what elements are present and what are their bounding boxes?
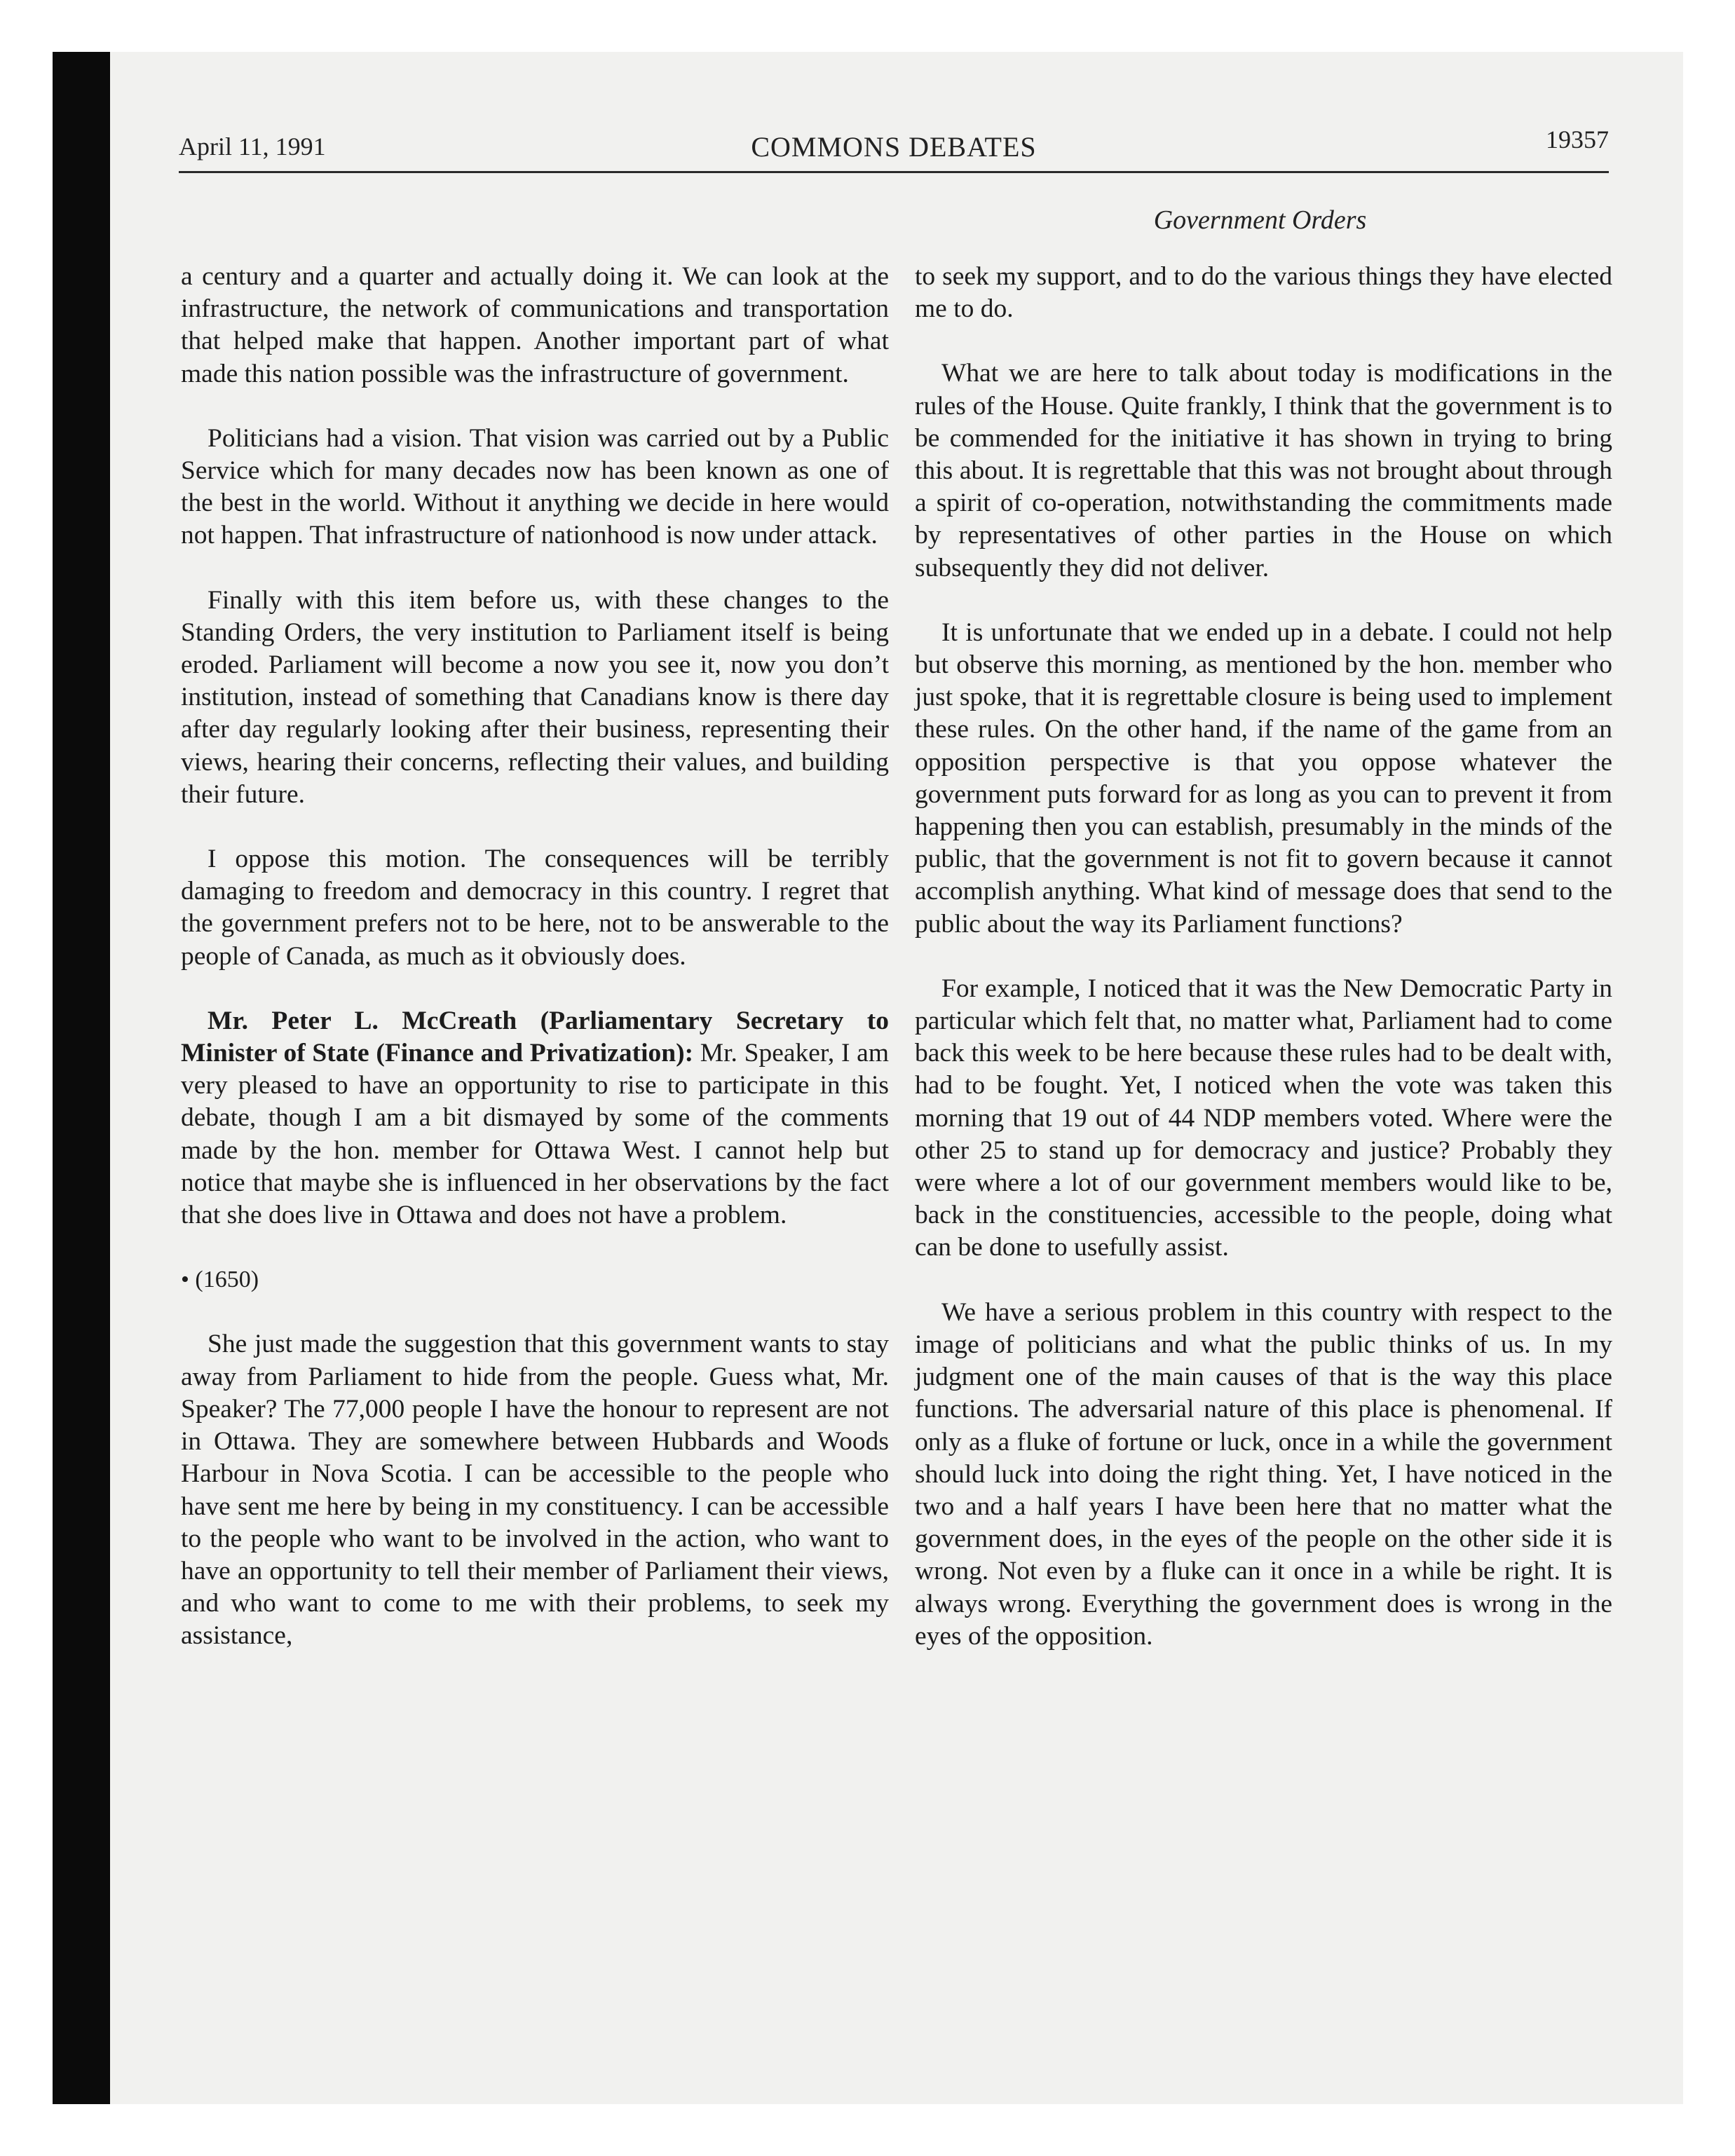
paragraph: What we are here to talk about today is modifications in the rules of the House. Quite frankly, I think that the government is to be commended for the initiative it has shown in trying to bring this about. It is regrettable that this was not brought about through a spirit of co-operation, notwithstanding the commitments made by representatives of other parties in the House on which subsequently they did not deliver. — [915, 359, 1612, 582]
speaker-name: Mr. Peter L. McCreath (Parliamentary Secretary to Minister of State (Finance and Privatization): — [181, 1006, 889, 1068]
speech-text: Mr. Speaker, I am very pleased to have an opportunity to rise to participate in this debate, though I am a bit dismayed by some of the comments made by the hon. member for Ottawa West. I cannot help but notice that maybe she is influenced in her observations by the fact that she does live in Ottawa and does not have a problem. — [181, 1039, 889, 1230]
right-column — [915, 261, 1612, 1685]
paragraph: It is unfortunate that we ended up in a debate. I could not help but observe this morning, as mentioned by the hon. member who just spoke, that it is regrettable closure is being used to implement these rules. On the other hand, if the name of the game from an opposition perspective is that you oppose whatever the government puts forward for as long as you can to prevent it from happening then you can establish, presumably in the minds of the public, that the government is not fit to govern because it cannot accomplish anything. What kind of message does that send to the public about the way its Parliament functions? — [915, 618, 1612, 939]
paragraph: We have a serious problem in this country with respect to the image of politicians and what the public thinks of us. In my judgment one of the main causes of that is the way this place functions. The adversarial nature of this place is phenomenal. If only as a fluke of fortune or luck, once in a while the government should luck into doing the right thing. Yet, I have noticed in the two and a half years I have been here that no matter what the government does, in the eyes of the people on the other side it is wrong. Not even by a fluke can it once in a while be right. It is always wrong. Everything the government does is wrong in the eyes of the opposition. — [915, 1297, 1612, 1651]
paragraph: Finally with this item before us, with these changes to the Standing Orders, the very institution to Parliament itself is being eroded. Parliament will become a now you see it, now you don’t institution, instead of something that Canadians know is there day after day regularly looking after their business, representing their views, hearing their concerns, reflecting their values, and building their future. — [181, 585, 889, 809]
paragraph: a century and a quarter and actually doing it. We can look at the infrastructure, the network of communications and transportation that helped make that happen. Another important part of what made this nation possible was the infrastructure of government. — [181, 262, 889, 388]
timestamp: • (1650) — [181, 1267, 259, 1293]
header-page-number: 19357 — [1546, 125, 1609, 153]
page-header — [179, 125, 1609, 174]
section-heading: Government Orders — [1153, 205, 1367, 235]
header-date: April 11, 1991 — [179, 132, 326, 161]
header-rule — [179, 171, 1609, 173]
paragraph: She just made the suggestion that this government wants to stay away from Parliament to hide from the people. Guess what, Mr. Speaker? The 77,000 people I have the honour to represent are not in Ottawa. They are somewhere between Hubbards and Woods Harbour in Nova Scotia. I can be accessible to the people who have sent me here by being in my constituency. I can be accessible to the people who want to be involved in the action, who want to have an opportunity to tell their member of Parliament their views, and who want to come to me with their problems, to seek my assistance, — [181, 1330, 889, 1651]
scan-edge-strip — [53, 52, 110, 2104]
paragraph: I oppose this motion. The consequences will be terribly damaging to freedom and democracy in this country. I regret that the government prefers not to be here, not to be answerable to the people of Canada, as much as it obviously does. — [181, 845, 889, 971]
paragraph: Politicians had a vision. That vision was carried out by a Public Service which for many decades now has been known as one of the best in the world. Without it anything we decide in here would not happen. That infrastructure of nationhood is now under attack. — [181, 423, 889, 550]
header-title: COMMONS DEBATES — [751, 131, 1037, 163]
paragraph: to seek my support, and to do the various things they have elected me to do. — [915, 262, 1612, 324]
left-column — [181, 261, 889, 1685]
paragraph: For example, I noticed that it was the New Democratic Party in particular which felt that, no matter what, Parliament had to come back this week to be here because these rules had to be dealt with, had to be fought. Yet, I noticed when the vote was taken this morning that 19 out of 44 NDP members voted. Where were the other 25 to stand up for democracy and justice? Probably they were where a lot of our government members would like to be, back in the constituencies, accessible to the people, doing what can be done to usefully assist. — [915, 974, 1612, 1262]
speech-paragraph — [181, 1005, 889, 1231]
